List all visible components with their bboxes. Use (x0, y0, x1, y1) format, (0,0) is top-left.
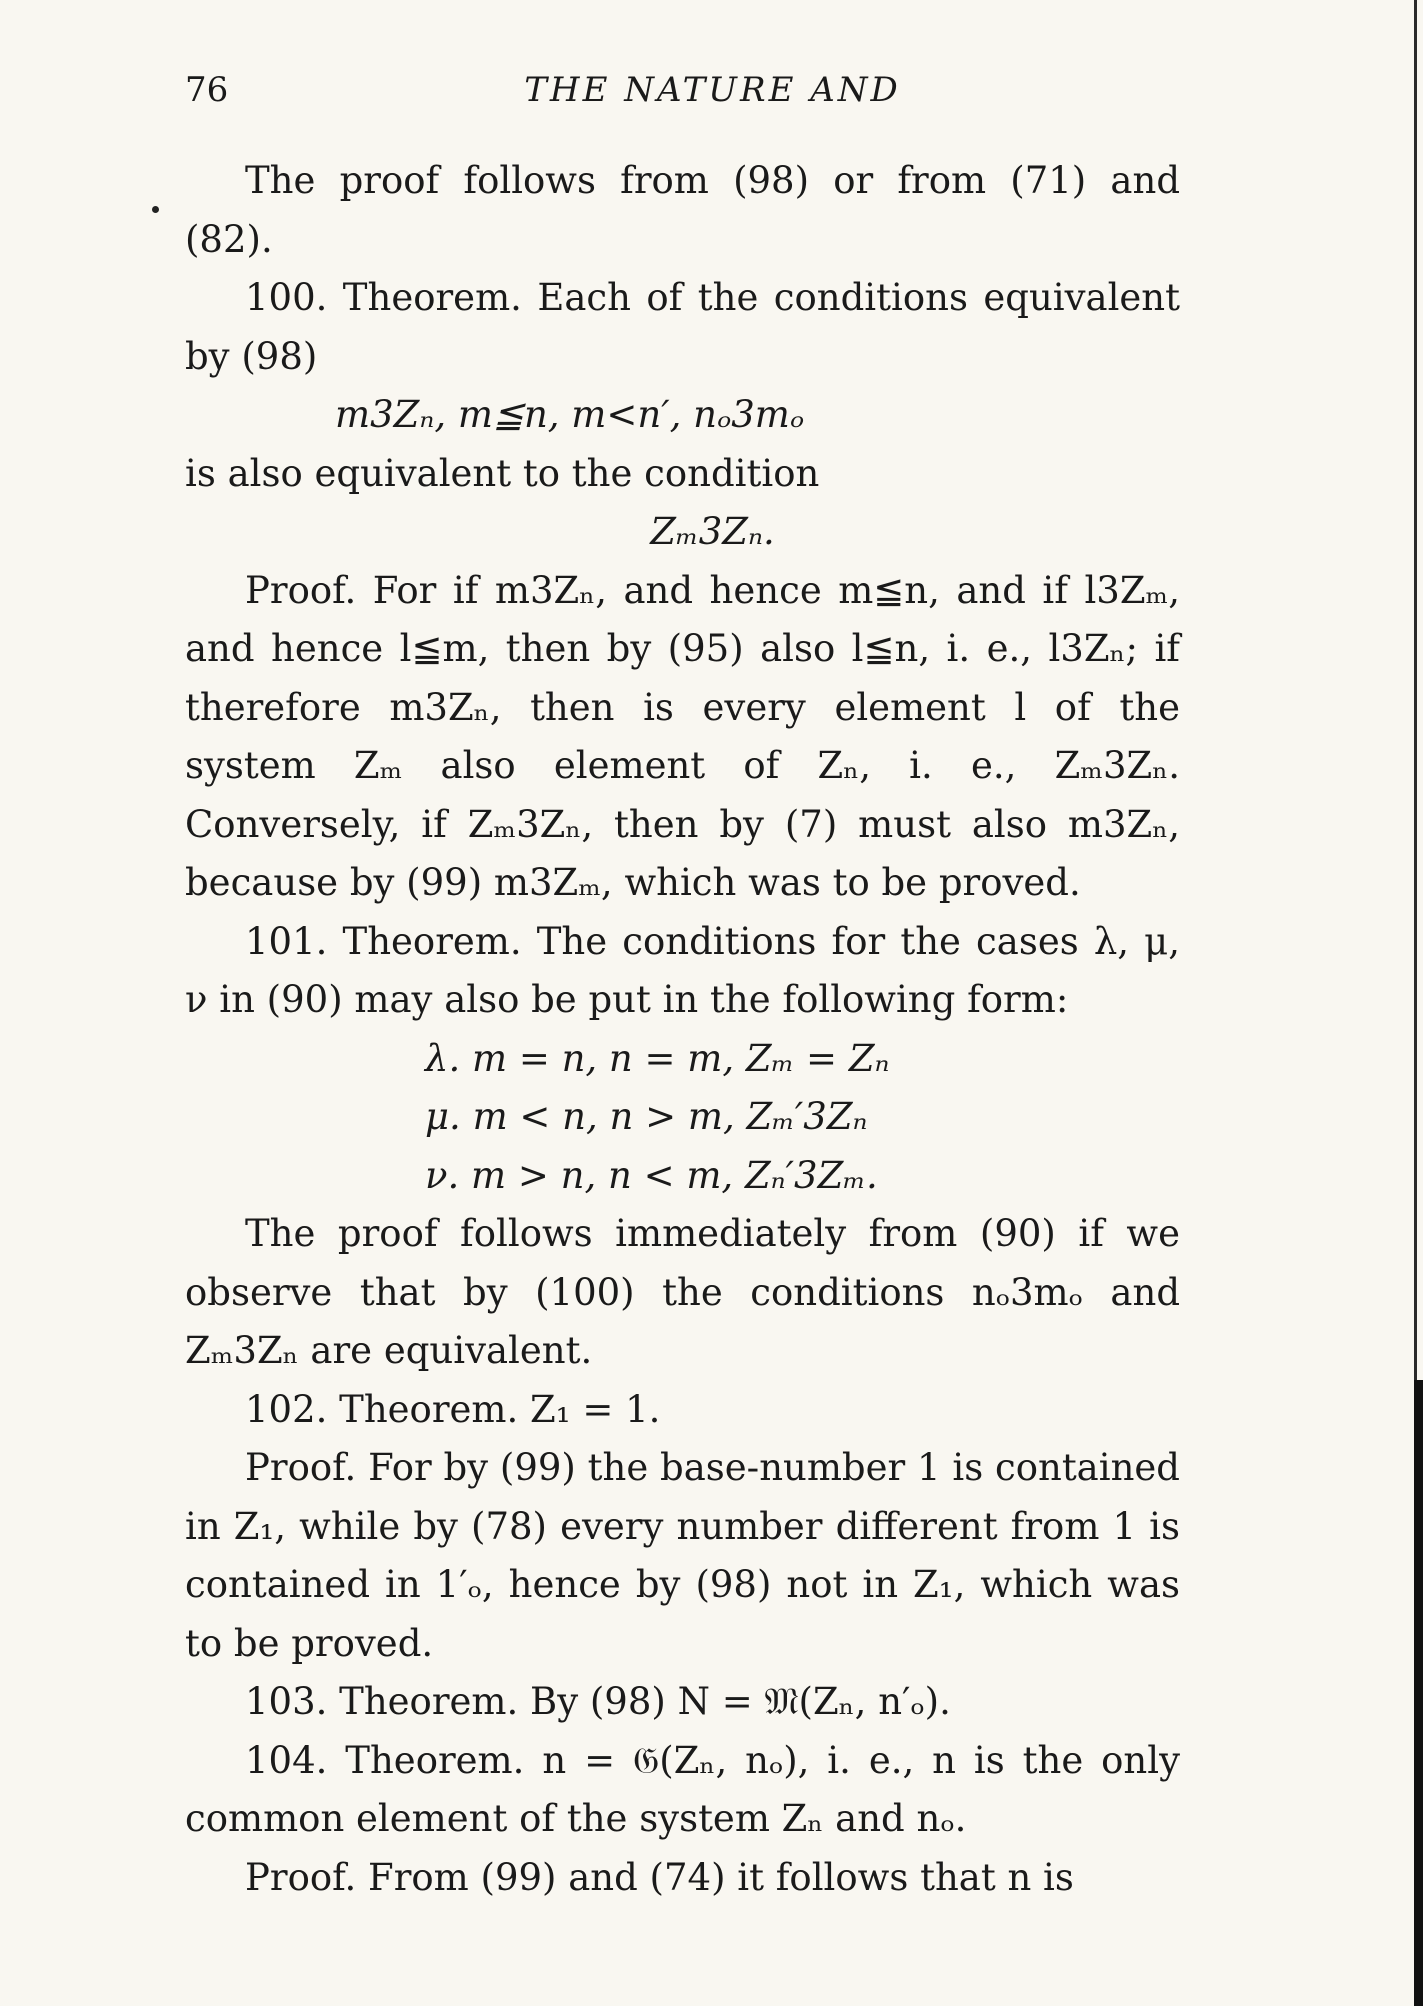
proof-100: Proof. For if m3Zₙ, and hence m≦n, and if l3Zₘ, and hence l≦m, then by (95) also l≦n, i. e., l3Zₙ; if therefore m3Zₙ, then is every element l of the system Zₘ also element of Zₙ, i. e., Zₘ3Zₙ. Conversely, if Zₘ3Zₙ, then by (7) must also m3Zₙ, because by (99) m3Zₘ, which was to be proved. (185, 568, 1180, 904)
page-edge-shadow (1414, 1380, 1423, 2006)
theorem-103: 103. Theorem. By (98) N = 𝔐(Zₙ, n′ₒ). (245, 1680, 951, 1723)
running-title: THE NATURE AND (524, 70, 901, 110)
theorem-100: 100. Theorem. Each of the conditions equivalent by (98) (185, 276, 1180, 378)
theorem-104: 104. Theorem. n = 𝔊(Zₙ, nₒ), i. e., n is the only common element of the system Zₙ and nₒ. (185, 1738, 1180, 1840)
case-mu: μ. m < n, n > m, Zₘ′3Zₙ (425, 1095, 868, 1138)
theorem-101: 101. Theorem. The conditions for the cases λ, μ, ν in (90) may also be put in the following form: (185, 919, 1180, 1021)
formula-condition: Zₘ3Zₙ. (650, 510, 775, 553)
theorem-102: 102. Theorem. Z₁ = 1. (245, 1387, 661, 1431)
case-lambda: λ. m = n, n = m, Zₘ = Zₙ (425, 1036, 890, 1080)
paragraph: The proof follows from (98) or from (71) and (82). (185, 159, 1180, 261)
page-body (185, 152, 1180, 1907)
ink-speck (152, 206, 159, 213)
formula-conditions: m3Zₙ, m≦n, m<n′, nₒ3mₒ (335, 393, 805, 436)
paragraph: is also equivalent to the condition (185, 451, 820, 495)
case-nu: ν. m > n, n < m, Zₙ′3Zₘ. (425, 1153, 878, 1197)
proof-104: Proof. From (99) and (74) it follows that n is (245, 1855, 1074, 1899)
book-page (185, 60, 1180, 1907)
proof-102: Proof. For by (99) the base-number 1 is contained in Z₁, while by (78) every number different from 1 is contained in 1′ₒ, hence by (98) not in Z₁, which was to be proved. (185, 1446, 1180, 1665)
proof-101: The proof follows immediately from (90) if we observe that by (100) the conditions nₒ3mₒ and Zₘ3Zₙ are equivalent. (185, 1212, 1180, 1372)
page-number: 76 (185, 70, 229, 110)
page-header (185, 60, 1180, 120)
